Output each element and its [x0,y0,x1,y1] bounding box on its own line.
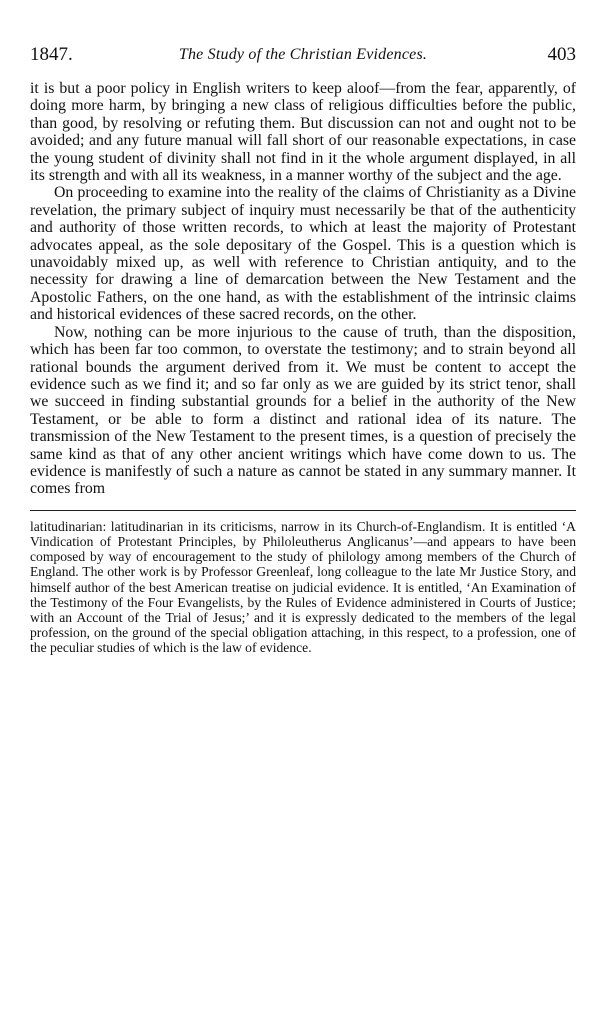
footnote-section [30,519,576,656]
book-page [30,44,576,994]
footnote-text: latitudinarian: latitudinarian in its criticisms, narrow in its Church-of-Englandism. It is entitled ‘A Vindication of Protestant Principles, by Philoleutherus Anglicanus’—and appears to have been composed by way of encouragement to the study of philology among members of the Church of England. The other work is by Professor Greenleaf, long colleague to the late Mr Justice Story, and himself author of the best American treatise on judicial evidence. It is entitled, ‘An Examination of the Testimony of the Four Evangelists, by the Rules of Evidence administered in Courts of Justice; with an Account of the Trial of Jesus;’ and it is expressly dedicated to the members of the legal profession, on the ground of the special obligation attaching, in this respect, to a profession, one of the peculiar studies of which is the law of evidence. [30,518,576,656]
main-text [30,80,576,498]
running-head [30,44,576,72]
paragraph: Now, nothing can be more injurious to the cause of truth, than the disposition, which has been far too common, to overstate the testimony; and to strain beyond all rational bounds the argument derived from it. We must be content to accept the evidence such as we find it; and so far only as we are guided by its strict tenor, shall we succeed in finding substantial grounds for a belief in the authority of the New Testament, or be able to form a distinct and rational idea of its nature. The transmission of the New Testament to the present times, is a question of precisely the same kind as that of any other ancient writings which have come down to us. The evidence is manifestly of such a nature as cannot be stated in any summary manner. It comes from [30,323,576,498]
running-head-title: The Study of the Christian Evidences. [178,46,428,63]
running-head-year: 1847. [30,44,73,65]
paragraph: On proceeding to examine into the reality of the claims of Christianity as a Divine revelation, the primary subject of inquiry must necessarily be that of the authenticity and authority of those written records, to which at least the majority of Protestant advocates appeal, as the sole depositary of the Gospel. This is a question which is unavoidably mixed up, as well with reference to Christian antiquity, and to the necessity for drawing a line of demarcation between the New Testament and the Apostolic Fathers, on the one hand, as with the establishment of the intrinsic claims and historical evidences of these sacred records, on the other. [30,184,576,324]
footnote-divider [30,510,576,511]
paragraph-continued: it is but a poor policy in English writers to keep aloof—from the fear, apparently, of doing more harm, by bringing a new class of religious difficulties before the public, than good, by resolving or refuting them. But discussion can not and ought not to be avoided; and any future manual will fall short of our reasonable expectations, in case the young student of divinity shall not find in it the whole argument displayed, in all its strength and with all its weakness, in a manner worthy of the subject and the age. [30,80,576,185]
page-number: 403 [547,44,576,65]
